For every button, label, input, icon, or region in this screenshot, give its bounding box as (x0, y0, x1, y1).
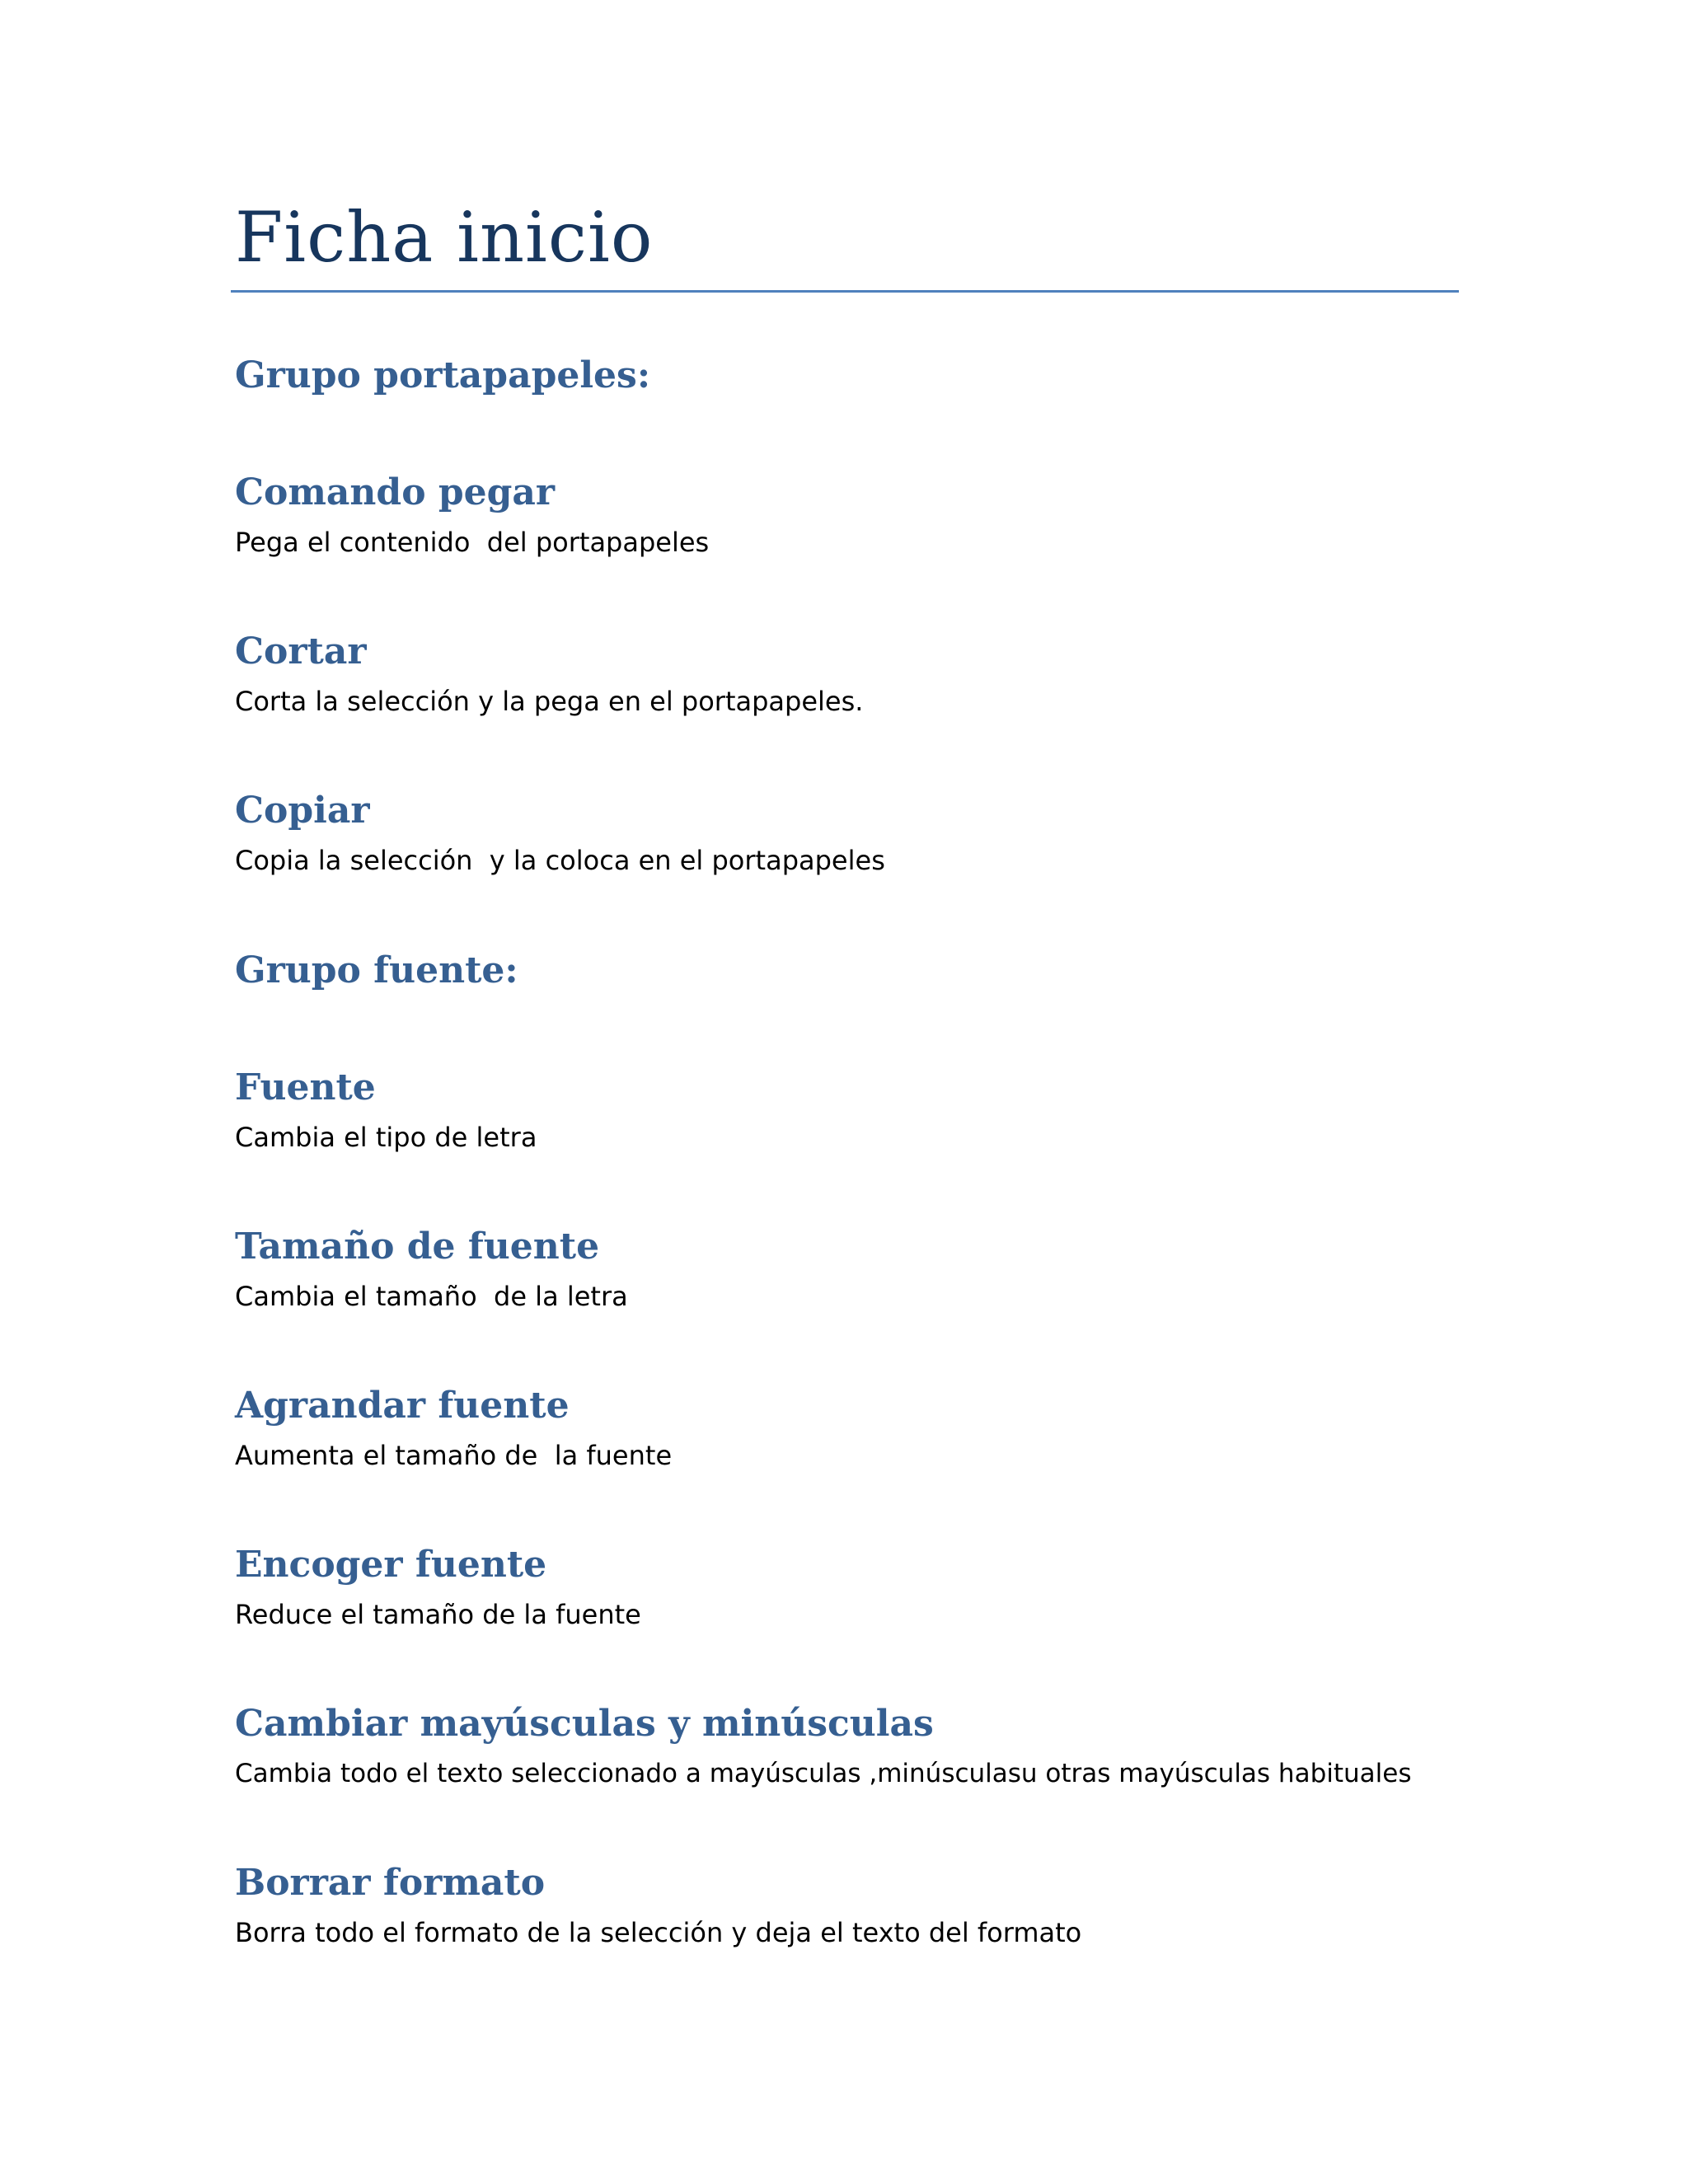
heading-comando-pegar: Comando pegar (235, 471, 556, 513)
heading-copiar: Copiar (235, 790, 370, 832)
text-encoger-fuente: Reduce el tamaño de la fuente (235, 1599, 641, 1630)
heading-fuente: Fuente (235, 1066, 376, 1108)
text-cambiar-mayusculas: Cambia todo el texto seleccionado a mayúsculas ,minúsculasu otras mayúsculas habituales (235, 1759, 1412, 1788)
heading-cortar: Cortar (235, 630, 367, 673)
text-tamano-de-fuente: Cambia el tamaño de la letra (235, 1281, 628, 1312)
heading-encoger-fuente: Encoger fuente (235, 1544, 547, 1586)
title-underline (231, 290, 1459, 293)
text-cortar: Corta la selección y la pega en el portapapeles. (235, 686, 864, 717)
heading-grupo-portapapeles: Grupo portapapeles: (235, 354, 651, 396)
heading-borrar-formato: Borrar formato (235, 1862, 546, 1904)
heading-tamano-de-fuente: Tamaño de fuente (235, 1226, 600, 1268)
text-comando-pegar: Pega el contenido del portapapeles (235, 527, 710, 558)
heading-agrandar-fuente: Agrandar fuente (235, 1385, 570, 1427)
heading-grupo-fuente: Grupo fuente: (235, 949, 518, 991)
text-copiar: Copia la selección y la coloca en el portapapeles (235, 845, 885, 876)
heading-cambiar-mayusculas: Cambiar mayúsculas y minúsculas (235, 1703, 934, 1745)
text-fuente: Cambia el tipo de letra (235, 1122, 537, 1153)
text-agrandar-fuente: Aumenta el tamaño de la fuente (235, 1440, 673, 1471)
page-title: Ficha inicio (235, 197, 654, 278)
text-borrar-formato: Borra todo el formato de la selección y deja el texto del formato (235, 1917, 1082, 1948)
